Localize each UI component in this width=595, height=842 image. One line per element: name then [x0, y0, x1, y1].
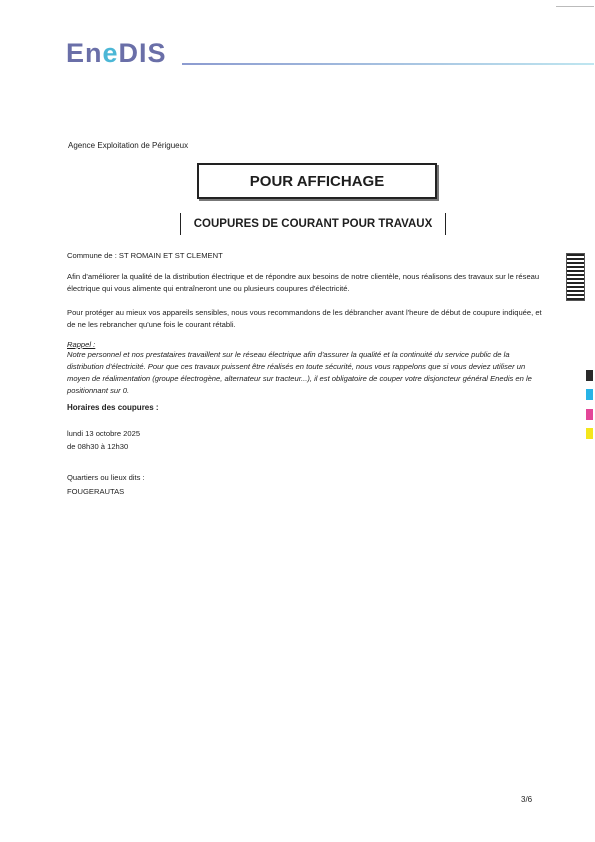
rappel-heading: Rappel : — [67, 340, 96, 349]
intro-paragraph: Afin d'améliorer la qualité de la distribution électrique et de répondre aux besoins de notre clientèle, nous réalisons des travaux sur le réseau électrique qui vous alimente qui entraîneront une ou plusieurs coupures d'électricité. — [67, 272, 540, 293]
street-name: FOUGERAUTAS — [67, 487, 125, 496]
outage-date: lundi 13 octobre 2025 — [67, 429, 141, 438]
enedis-logo: EneDIS — [66, 38, 167, 68]
color-swatch-magenta — [586, 409, 593, 420]
color-swatch-yellow — [586, 428, 593, 439]
commune: Commune de : ST ROMAIN ET ST CLEMENT — [67, 251, 223, 260]
agency-name: Agence Exploitation de Périgueux — [68, 141, 189, 150]
header-rule — [182, 63, 594, 65]
barcode-icon — [566, 253, 585, 301]
color-swatch-black — [586, 370, 593, 381]
corner-mark — [556, 0, 594, 7]
horaires-heading: Horaires des coupures : — [67, 403, 159, 412]
notice-subtitle: COUPURES DE COURANT POUR TRAVAUX — [180, 213, 446, 235]
notice-title: POUR AFFICHAGE — [197, 163, 437, 199]
advice-paragraph: Pour protéger au mieux vos appareils sensibles, nous vous recommandons de les débrancher avant l'heure de début de coupure indiquée, et de ne les rebrancher qu'une fois le courant rétabli. — [67, 308, 542, 329]
quartiers-heading: Quartiers ou lieux dits : — [67, 473, 145, 482]
page-number: 3/6 — [521, 795, 533, 804]
rappel-paragraph: Notre personnel et nos prestataires travaillent sur le réseau électrique afin d'assurer la qualité et la continuité du service public de la distribution d'électricité. Pour que ces travaux puissent être réalisés en toute sécurité, nous vous rappelons que si vous deviez utiliser un moyen de réalimentation (groupe électrogène, alternateur sur tracteur...), il est obligatoire de couper votre disjoncteur général Enedis en le positionnant sur 0. — [67, 350, 532, 395]
outage-time: de 08h30 à 12h30 — [67, 442, 129, 451]
color-swatch-cyan — [586, 389, 593, 400]
